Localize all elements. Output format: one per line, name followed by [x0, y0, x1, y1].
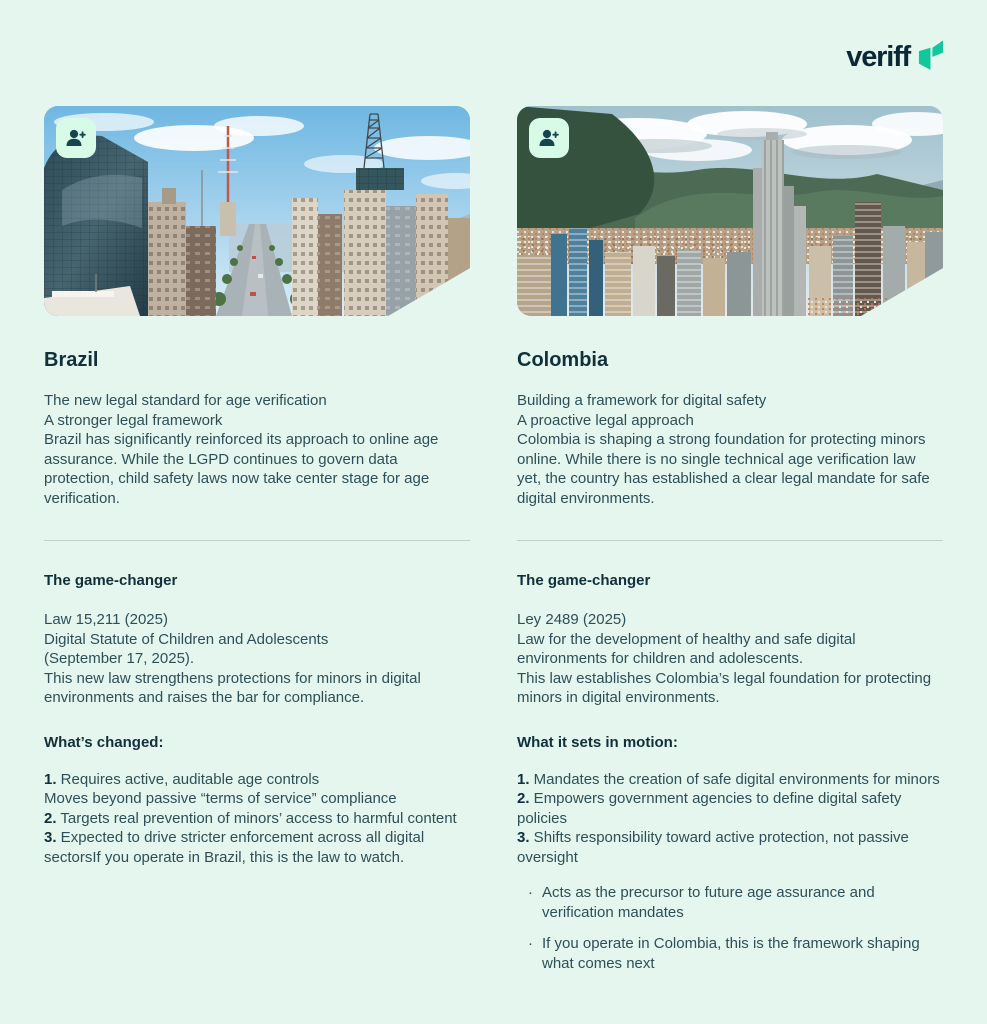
bullet-list: [517, 883, 943, 973]
header: [44, 0, 943, 74]
colombia-column: [517, 106, 943, 973]
text-line: (September 17, 2025).: [44, 650, 195, 667]
numbered-list: [44, 770, 470, 868]
two-column-layout: [44, 106, 943, 973]
numbered-item: 1. Requires active, auditable age controls: [44, 770, 320, 788]
text-line: Digital Statute of Children and Adolescents: [44, 630, 329, 648]
text-line: Building a framework for digital safety: [517, 392, 767, 409]
numbered-item: 1. Mandates the creation of safe digital environments for minors: [517, 770, 940, 788]
veriff-logo: [846, 39, 943, 76]
intro-text: [517, 391, 943, 508]
bullet-dot-icon: ·: [528, 935, 533, 952]
country-title: Brazil: [44, 349, 99, 371]
veriff-leaf-icon: [917, 39, 943, 76]
numbered-item: Moves beyond passive “terms of service” compliance: [44, 790, 397, 807]
bullet-item: [517, 883, 943, 922]
person-add-badge: [529, 118, 569, 158]
section-heading: The game-changer: [44, 572, 178, 589]
text-line: A proactive legal approach: [517, 411, 694, 429]
numbered-item: 3. Expected to drive stricter enforcement across all digital sectorsIf you operate in Brazil, this is the law to watch.: [44, 829, 425, 866]
person-add-icon: [64, 126, 88, 150]
list-heading: What it sets in motion:: [517, 733, 678, 751]
divider: [517, 540, 943, 541]
person-add-icon: [537, 126, 561, 150]
list-heading: What’s changed:: [44, 733, 164, 751]
country-title: Colombia: [517, 349, 609, 371]
text-line: Colombia is shaping a strong foundation for protecting minors online. While there is no single technical age verification law yet, the country has established a clear legal mandate for safe digital environments.: [517, 431, 930, 507]
brazil-photo: [44, 106, 470, 316]
text-line: Law 15,211 (2025): [44, 611, 168, 628]
text-line: Ley 2489 (2025): [517, 611, 627, 628]
numbered-item: 2. Empowers government agencies to define digital safety policies: [517, 790, 902, 827]
text-line: Brazil has significantly reinforced its approach to online age assurance. While the LGPD continues to govern data protection, child safety laws now take center stage for age verification.: [44, 431, 439, 507]
veriff-logo-text: veriff: [846, 40, 910, 73]
bullet-text: If you operate in Colombia, this is the framework shaping what comes next: [542, 935, 920, 972]
bullet-item: [517, 934, 943, 973]
numbered-item: 2. Targets real prevention of minors’ access to harmful content: [44, 809, 457, 827]
text-line: A stronger legal framework: [44, 411, 223, 429]
colombia-photo: [517, 106, 943, 316]
intro-text: [44, 391, 470, 508]
text-line: The new legal standard for age verification: [44, 392, 327, 409]
person-add-badge: [56, 118, 96, 158]
bullet-text: Acts as the precursor to future age assurance and verification mandates: [542, 884, 875, 921]
brazil-column: [44, 106, 470, 973]
law-text: [517, 610, 943, 708]
divider: [44, 540, 470, 541]
text-line: This new law strengthens protections for minors in digital environments and raises the bar for compliance.: [44, 669, 421, 706]
text-line: This law establishes Colombia’s legal foundation for protecting minors in digital environments.: [517, 669, 932, 706]
bogota-cityscape: [517, 106, 943, 316]
sao-paulo-cityscape: [44, 106, 470, 316]
numbered-list: [517, 770, 943, 868]
numbered-item: 3. Shifts responsibility toward active protection, not passive oversight: [517, 829, 909, 866]
section-heading: The game-changer: [517, 572, 651, 589]
bullet-dot-icon: ·: [528, 884, 533, 901]
law-text: [44, 610, 470, 708]
text-line: Law for the development of healthy and safe digital environments for children and adolescents.: [517, 630, 856, 667]
